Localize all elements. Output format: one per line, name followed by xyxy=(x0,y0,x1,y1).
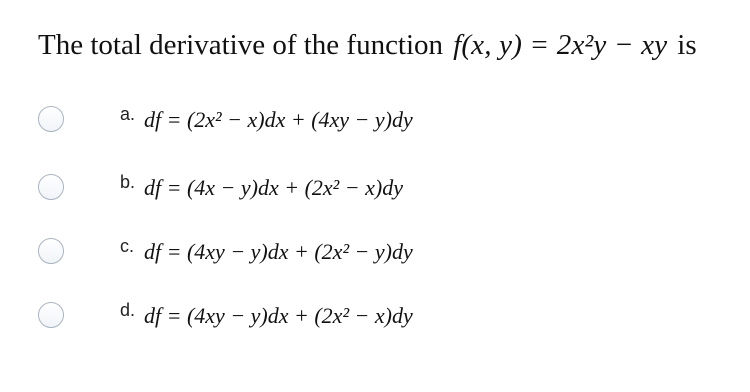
answer-option-d[interactable] xyxy=(38,294,698,336)
option-equation-d: df = (4xy − y)dx + (2x² − x)dy xyxy=(144,303,413,328)
question-text: The total derivative of the function xyxy=(38,29,444,61)
answer-option-c[interactable] xyxy=(38,230,698,272)
question-tail: is xyxy=(677,29,697,61)
answer-option-a[interactable] xyxy=(38,98,698,140)
question xyxy=(38,22,750,68)
option-label-d: d. xyxy=(120,300,136,320)
option-equation-a: df = (2x² − x)dx + (4xy − y)dy xyxy=(144,107,413,132)
radio-button-c[interactable] xyxy=(38,238,64,264)
answer-option-b[interactable] xyxy=(38,166,698,208)
radio-button-a[interactable] xyxy=(38,106,64,132)
option-equation-b: df = (4x − y)dx + (2x² − x)dy xyxy=(144,175,403,200)
function-expression: f(x, y) = 2x²y − xy xyxy=(453,29,668,61)
option-label-b: b. xyxy=(120,172,136,192)
option-label-a: a. xyxy=(120,104,136,124)
radio-button-b[interactable] xyxy=(38,174,64,200)
radio-button-d[interactable] xyxy=(38,302,64,328)
option-label-c: c. xyxy=(120,236,135,256)
option-equation-c: df = (4xy − y)dx + (2x² − y)dy xyxy=(144,239,413,264)
